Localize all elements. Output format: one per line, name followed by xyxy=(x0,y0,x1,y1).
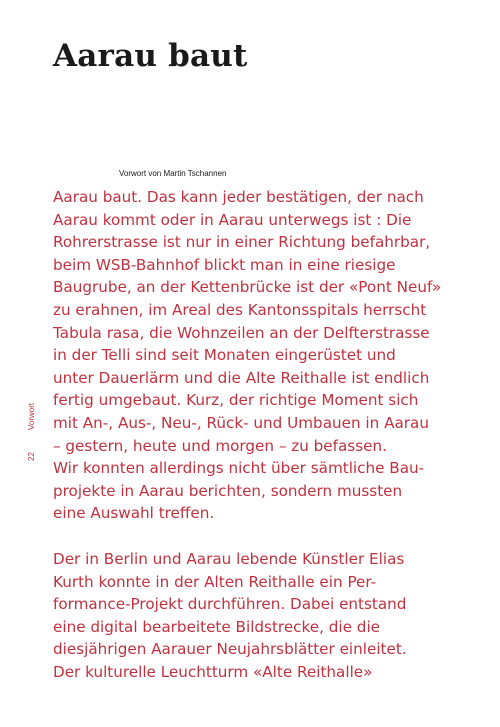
text-line: – gestern, heute und morgen – zu befassen. xyxy=(53,436,387,455)
text-line: Der kulturelle Leuchtturm «Alte Reithalle» xyxy=(53,662,373,681)
text-line: formance-Projekt durchführen. Dabei entstand xyxy=(53,595,407,614)
text-line: Rohrerstrasse ist nur in einer Richtung befahrbar, xyxy=(53,233,431,252)
text-line: projekte in Aarau berichten, sondern mussten xyxy=(53,481,403,500)
paragraph-1 xyxy=(53,186,463,525)
paragraph-2 xyxy=(53,548,463,684)
author-byline: Vorwort von Martin Tschannen xyxy=(119,169,227,178)
page-number: 22 xyxy=(27,452,36,461)
text-line: Wir konnten allerdings nicht über sämtliche Bau- xyxy=(53,459,425,478)
text-line: Der in Berlin und Aarau lebende Künstler Elias xyxy=(53,549,405,568)
text-line: diesjährigen Aarauer Neujahrsblätter einleitet. xyxy=(53,640,407,659)
paragraph-gap xyxy=(53,525,463,548)
text-line: unter Dauerlärm und die Alte Reithalle ist endlich xyxy=(53,368,430,387)
page-title: Aarau baut xyxy=(53,38,248,74)
text-line: mit An-, Aus-, Neu-, Rück- und Umbauen in Aarau xyxy=(53,413,429,432)
section-label: Vorwort xyxy=(27,402,36,430)
text-line: zu erahnen, im Areal des Kantonsspitals herrscht xyxy=(53,300,427,319)
text-line: Kurth konnte in der Alten Reithalle ein Per- xyxy=(53,572,377,591)
text-line: fertig umgebaut. Kurz, der richtige Moment sich xyxy=(53,391,419,410)
text-line: Baugrube, an der Kettenbrücke ist der «Pont Neuf» xyxy=(53,278,442,297)
text-line: Aarau baut. Das kann jeder bestätigen, der nach xyxy=(53,188,424,206)
text-line: in der Telli sind seit Monaten eingerüstet und xyxy=(53,346,396,365)
body-text xyxy=(53,186,463,683)
text-line: beim WSB-Bahnhof blickt man in eine riesige xyxy=(53,255,396,274)
text-line: Tabula rasa, die Wohnzeilen an der Delfterstrasse xyxy=(53,323,430,342)
text-line: Aarau kommt oder in Aarau unterwegs ist : Die xyxy=(53,210,412,229)
text-line: eine Auswahl treffen. xyxy=(53,504,215,523)
text-line: eine digital bearbeitete Bildstrecke, die die xyxy=(53,617,381,636)
